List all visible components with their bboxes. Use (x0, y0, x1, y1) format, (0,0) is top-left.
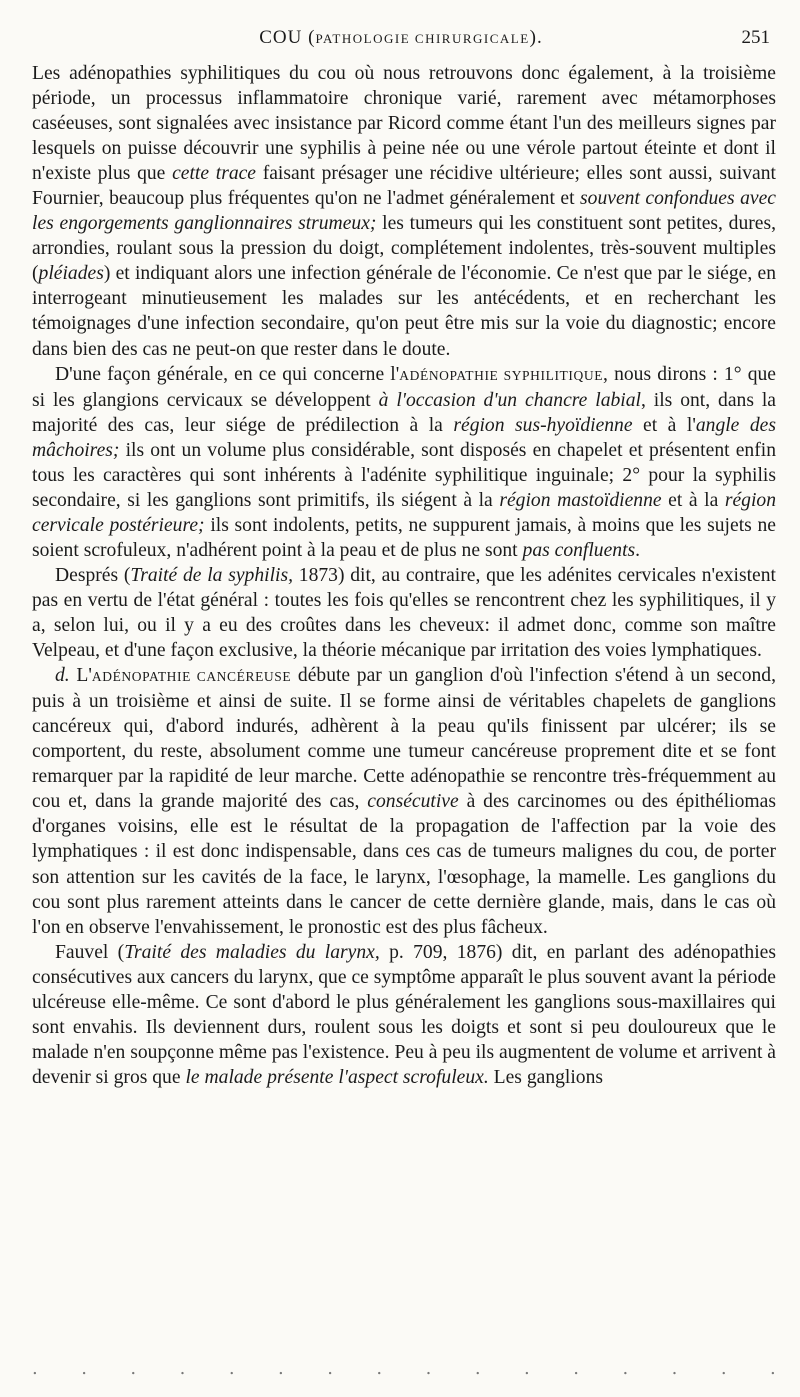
paragraph (32, 663, 776, 940)
italic-text: angle des mâchoires; (32, 414, 776, 461)
italic-text: Traité de la syphilis, (130, 564, 294, 586)
small-caps-text: ADÉNOPATHIE SYPHILITIQUE (399, 367, 604, 383)
italic-text: souvent confondues avec les engorgements ganglionnaires strumeux; (32, 188, 777, 235)
text-run: à des carcinomes ou des épithéliomas d'organes voisins, elle est le résultat de la propagation de l'affection par la voie des lymphatiques : il est donc indispensable, dans ces cas de tumeurs malignes du cou, de porter son attention sur les cavités de la face, le larynx, l'œsophage, la mamelle. Les ganglions du cou sont plus rarement atteints dans le cancer de cette dernière glande, mais, dans le cas où l'on en observe l'envahissement, le pronostic est des plus fâcheux. (32, 791, 776, 938)
text-run: ils ont un volume plus considérable, sont disposés en chapelet et présentent enfin tous les caractères qui sont inhérents à l'adénite syphilitique inguinale; 2° pour la syphilis secondaire, si les ganglions sont primitifs, ils siégent à la (32, 439, 776, 511)
small-caps-text: ADÉNOPATHIE CANCÉREUSE (91, 669, 292, 685)
italic-text: d. (55, 665, 70, 687)
paragraph (32, 563, 776, 663)
italic-text: le malade présente l'aspect scrofuleux. (185, 1066, 489, 1088)
italic-text: région sus-hyoïdienne (453, 414, 633, 436)
footer-artifact-dots: . . . . . . . . . . . . . . . . (32, 1358, 776, 1379)
italic-text: pléiades (38, 263, 104, 285)
italic-text: à l'occasion d'un chancre labial (378, 389, 641, 411)
text-run: L' (69, 665, 92, 687)
text-run: p. 709, 1876) dit, en parlant des adénopathies consécutives aux cancers du larynx, que ce symptôme apparaît le plus souvent avant la période ulcéreuse elle-même. Ce sont d'abord le plus généralement les ganglions sous-maxillaires qui sont envahis. Ils deviennent durs, roulent sous les doigts et sont si peu douloureux que le malade n'en soupçonne même pas l'existence. Peu à peu ils augmentent de volume et arrivent à devenir si gros que (32, 941, 776, 1088)
italic-text: consécutive (367, 791, 459, 813)
paragraph (32, 362, 776, 563)
running-header (32, 27, 770, 55)
text-run: et à la (661, 489, 725, 511)
italic-text: région mastoïdienne (499, 489, 662, 511)
text-run: D'une façon générale, en ce qui concerne l' (55, 363, 400, 385)
text-run: Després ( (55, 564, 131, 586)
text-run: , nous dirons : 1° que si les glangions cervicaux se développent (32, 363, 776, 411)
text-run: Fauvel ( (55, 941, 125, 963)
page-number: 251 (741, 27, 770, 48)
italic-text: cette trace (172, 163, 257, 185)
text-run: 1873) dit, au contraire, que les adénites cervicales n'existent pas en vertu de l'état général : toutes les fois qu'elles se rencontrent chez les syphilitiques, il y a, selon lui, ou il y a eu des croûtes dans les cheveux: il admet donc, comme son maître Velpeau, et d'une façon exclusive, la théorie mécanique par irritation des voies lymphatiques. (32, 564, 776, 662)
text-run: , ils ont, dans la majorité des cas, leur siége de prédilection à la (32, 389, 776, 436)
text-run: ) et indiquant alors une infection générale de l'économie. Ce n'est que par le siége, en interrogeant minutieusement les malades sur les antécédents, et en recherchant les témoignages d'une infection secondaire, qu'on peut être mis sur la voie du diagnostic; encore dans bien des cas ne peut-on que rester dans le doute. (32, 263, 776, 360)
paragraph (32, 940, 776, 1090)
running-title-main: COU ( (259, 27, 316, 48)
text-run: faisant présager une récidive ultérieure; elles sont aussi, suivant Fournier, beaucoup plus fréquentes qu'on ne l'admet généralement et (32, 163, 776, 210)
text-run: débute par un ganglion d'où l'infection s'étend à un second, puis à un troisième et ainsi de suite. Il se forme ainsi de véritables chapelets de ganglions cancéreux qui, d'abord indurés, adhèrent à la peau qu'ils finissent par ulcérer; ils se comportent, du reste, absolument comme une tumeur cancéreuse proprement dite et se font remarquer par la rapidité de leur marche. Cette adénopathie se rencontre très-fréquemment au cou et, dans la grande majorité des cas, (32, 665, 776, 813)
body-text (32, 61, 776, 1090)
text-run: ils sont indolents, petits, ne suppurent jamais, à moins que les sujets ne soient scrofuleux, n'adhérent point à la peau et de plus ne sont (32, 514, 776, 561)
text-run: Les adénopathies syphilitiques du cou où nous retrouvons donc également, à la troisième période, un processus inflammatoire chronique varié, rarement avec métamorphoses caséeuses, sont signalées avec insistance par Ricord comme étant l'un des meilleurs signes par lesquels on puisse découvrir une syphilis à peine née ou une vérole partout éteinte et dont il n'existe plus que (32, 63, 776, 185)
italic-text: pas confluents (522, 539, 636, 561)
text-run: les tumeurs qui les constituent sont petites, dures, arrondies, roulant sous la pression du doigt, complétement indolentes, très-souvent multiples ( (32, 213, 776, 285)
running-title-small-caps: PATHOLOGIE CHIRURGICALE (315, 31, 530, 46)
italic-text: région cervicale postérieure; (32, 489, 776, 536)
text-run: Les ganglions (488, 1066, 604, 1088)
italic-text: Traité des maladies du larynx, (124, 941, 380, 963)
paragraph (32, 61, 776, 362)
text-run: . (635, 539, 641, 561)
running-title (32, 27, 770, 49)
text-run: et à l' (632, 414, 696, 436)
running-title-end: ). (529, 27, 543, 48)
